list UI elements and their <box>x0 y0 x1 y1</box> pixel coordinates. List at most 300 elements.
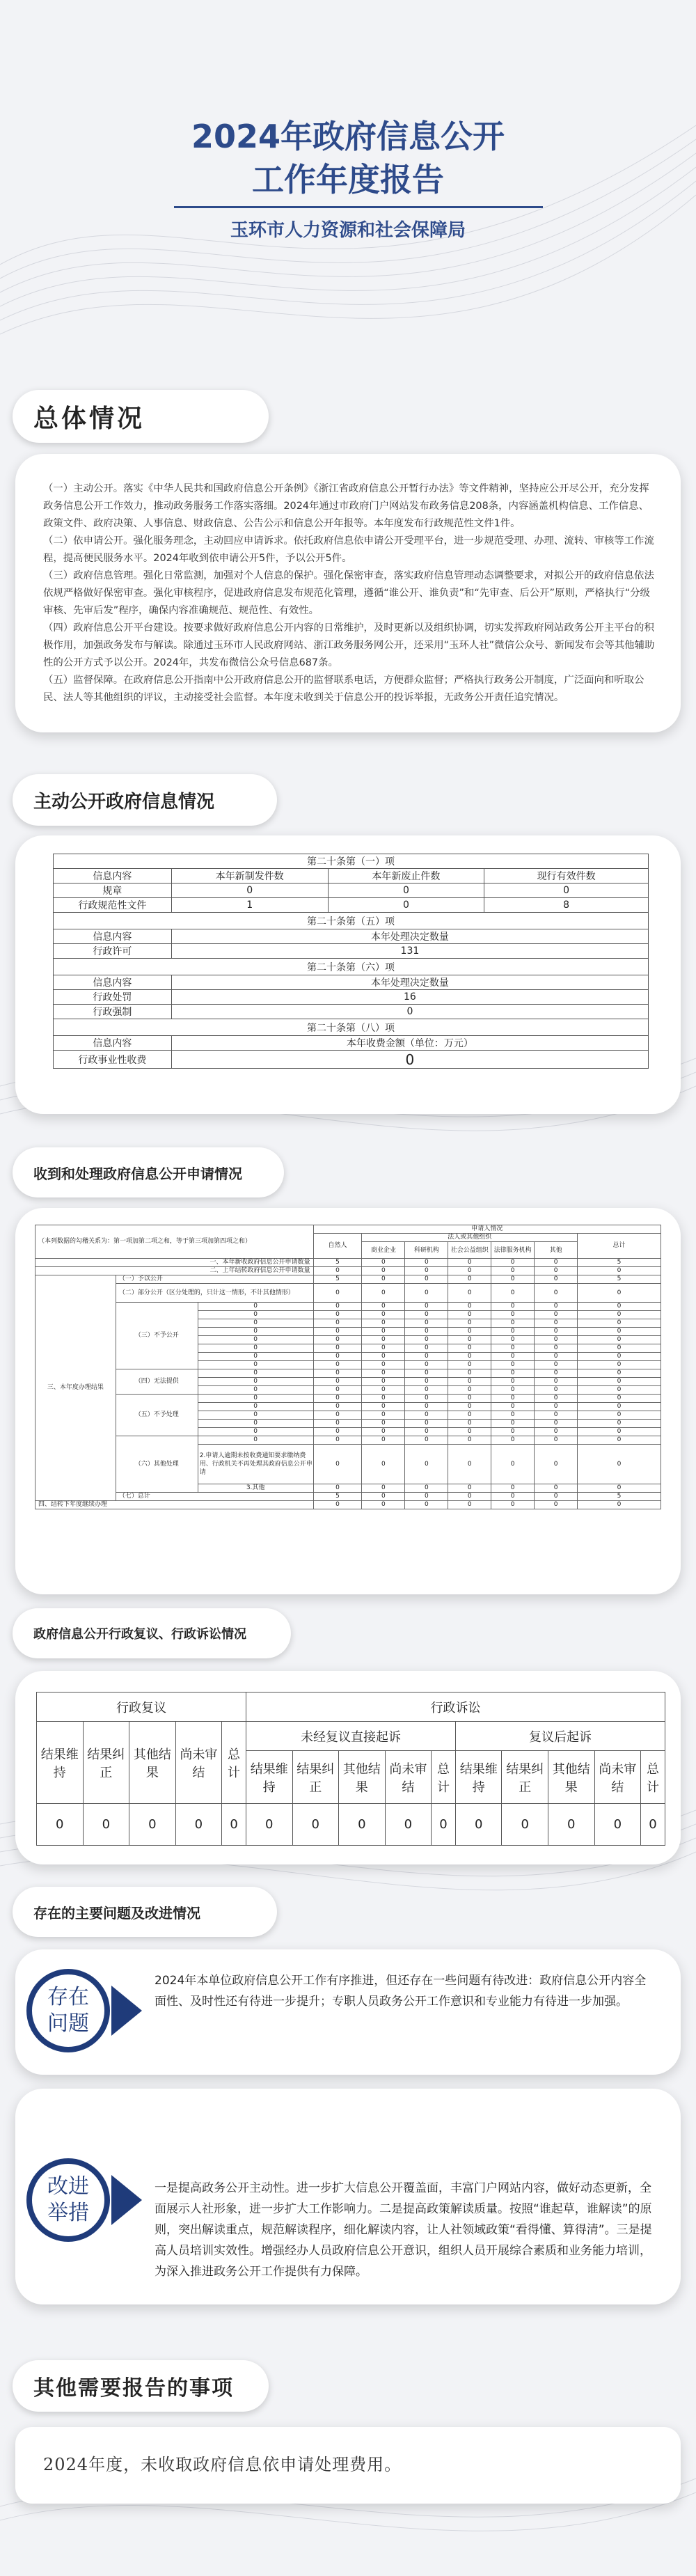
table-cell: 0 <box>313 1378 362 1386</box>
table-cell: 0 <box>535 1267 578 1275</box>
table-cell: 0 <box>491 1378 535 1386</box>
table-cell: 0 <box>448 1501 491 1509</box>
table-cell: 16 <box>171 990 648 1005</box>
table-cell: 0 <box>535 1501 578 1509</box>
table-cell: 0 <box>405 1445 448 1484</box>
table-cell: 0 <box>491 1303 535 1311</box>
table-cell: 0 <box>405 1386 448 1395</box>
active-disclosure-table <box>53 854 649 1069</box>
table-section-header: 第二十条第（一）项 <box>54 854 649 869</box>
table-cell: 0 <box>448 1328 491 1336</box>
table-cell: 0 <box>641 1804 665 1846</box>
organization-name: 玉环市人力资源和社会保障局 <box>230 220 466 241</box>
table-header-cell: 信息内容 <box>54 869 172 883</box>
table-cell: 0 <box>313 1386 362 1395</box>
table-cell: 0 <box>578 1501 661 1509</box>
section-other-title: 其他需要报告的事项 <box>13 2360 269 2412</box>
table-cell: 0 <box>405 1344 448 1353</box>
table-cell: 0 <box>535 1275 578 1284</box>
table-cell: 0 <box>578 1484 661 1493</box>
table-cell: 0 <box>491 1420 535 1428</box>
table-cell: 0 <box>535 1436 578 1445</box>
table-cell: 0 <box>198 1303 313 1311</box>
table-cell: 0 <box>362 1284 405 1303</box>
table-cell: 0 <box>535 1428 578 1436</box>
table-cell: 0 <box>448 1319 491 1328</box>
table-cell: 0 <box>535 1319 578 1328</box>
table-cell: 0 <box>535 1311 578 1319</box>
table-cell: 0 <box>535 1420 578 1428</box>
table-cell: 0 <box>491 1319 535 1328</box>
col-header: 结果纠正 <box>83 1722 129 1804</box>
problem-badge <box>26 1969 110 2052</box>
table-cell: 0 <box>362 1493 405 1501</box>
table-cell: 0 <box>578 1353 661 1361</box>
table-cell: 0 <box>578 1344 661 1353</box>
table-cell: 0 <box>313 1319 362 1328</box>
table-cell: 0 <box>292 1804 339 1846</box>
table-cell: 5 <box>313 1275 362 1284</box>
table-section-header: 第二十条第（六）项 <box>54 959 649 975</box>
table-cell: 0 <box>405 1420 448 1428</box>
col-header: 科研机构 <box>405 1242 448 1259</box>
table-cell: 0 <box>578 1267 661 1275</box>
row-label: （五）不予处理 <box>116 1395 198 1436</box>
table-cell: 0 <box>313 1501 362 1509</box>
table-cell: 1 <box>171 898 328 913</box>
table-cell: 0 <box>484 883 649 898</box>
chevron-right-icon <box>111 1986 142 2036</box>
problem-badge-line1: 存在 <box>47 1985 89 2009</box>
table-cell: 0 <box>491 1436 535 1445</box>
table-cell: 0 <box>362 1353 405 1361</box>
measure-badge-line1: 改进 <box>47 2174 89 2199</box>
table-cell: 0 <box>405 1493 448 1501</box>
col-header: 总计 <box>578 1234 661 1259</box>
table-cell: 0 <box>362 1275 405 1284</box>
measure-badge-line2: 举措 <box>47 2201 89 2225</box>
table-cell: 8 <box>484 898 649 913</box>
table-row <box>35 1369 661 1378</box>
table-header-cell: 本年处理决定数量 <box>171 929 648 944</box>
table-cell: 5 <box>578 1493 661 1501</box>
table-cell: 0 <box>362 1378 405 1386</box>
table-cell: 0 <box>448 1267 491 1275</box>
table-cell: 0 <box>535 1259 578 1267</box>
table-cell: 0 <box>405 1259 448 1267</box>
table-cell: 0 <box>448 1445 491 1484</box>
table-cell: 0 <box>362 1386 405 1395</box>
table-cell: 0 <box>405 1303 448 1311</box>
table-cell: 0 <box>405 1436 448 1445</box>
table-cell: 0 <box>491 1493 535 1501</box>
table-cell: 0 <box>405 1267 448 1275</box>
table-cell: 0 <box>448 1493 491 1501</box>
table-cell: 0 <box>313 1428 362 1436</box>
col-header: 总计 <box>222 1722 246 1804</box>
table-cell: 0 <box>448 1428 491 1436</box>
table-cell: 0 <box>578 1420 661 1428</box>
row-label: 2.申请人逾期未按收费通知要求缴纳费用、行政机关不再处理其政府信息公开申请 <box>198 1445 313 1484</box>
col-header: 总计 <box>432 1751 456 1804</box>
table-cell: 0 <box>362 1267 405 1275</box>
table-cell: 0 <box>491 1445 535 1484</box>
admin-litigation-header: 行政诉讼 <box>246 1693 665 1722</box>
table-cell: 0 <box>448 1436 491 1445</box>
row-label: （三）不予公开 <box>116 1303 198 1369</box>
table-cell: 0 <box>313 1353 362 1361</box>
table-cell: 0 <box>313 1411 362 1420</box>
table-cell: 0 <box>83 1804 129 1846</box>
table-cell: 0 <box>405 1275 448 1284</box>
table-cell: 0 <box>313 1344 362 1353</box>
table-cell: 0 <box>198 1403 313 1411</box>
table-cell: 0 <box>405 1395 448 1403</box>
table-cell: 0 <box>198 1428 313 1436</box>
table-header-cell: 本年收费金额（单位：万元） <box>171 1036 648 1051</box>
table-cell: 0 <box>362 1344 405 1353</box>
table-cell: 0 <box>362 1420 405 1428</box>
table-cell: 0 <box>578 1336 661 1344</box>
table-cell: 0 <box>198 1420 313 1428</box>
table-cell: 0 <box>491 1484 535 1493</box>
table-cell: 0 <box>313 1328 362 1336</box>
problem-text: 2024年本单位政府信息公开工作有序推进，但还存在一些问题有待改进：政府信息公开内容全面性、及时性还有待进一步提升；专职人员政务公开工作意识和专业能力有待进一步加强。 <box>155 1974 647 2009</box>
table-cell: 0 <box>328 898 484 913</box>
table-cell: 0 <box>171 1051 648 1069</box>
col-header: 尚未审结 <box>385 1751 432 1804</box>
table-cell: 0 <box>405 1361 448 1369</box>
row-label: （七）总计 <box>116 1493 313 1501</box>
section-review-title: 政府信息公开行政复议、行政诉讼情况 <box>13 1608 291 1658</box>
col-header: 结果纠正 <box>292 1751 339 1804</box>
table-cell: 0 <box>578 1411 661 1420</box>
table-cell: 0 <box>535 1344 578 1353</box>
col-header: 其他结果 <box>339 1751 386 1804</box>
other-text: 2024年度，未收取政府信息依申请处理费用。 <box>43 2455 402 2474</box>
section-requests-title: 收到和处理政府信息公开申请情况 <box>13 1147 284 1197</box>
table-cell: 0 <box>448 1420 491 1428</box>
table-cell: 0 <box>175 1804 222 1846</box>
overview-paragraph: （二）依申请公开。强化服务理念，主动回应申请诉求。依托政府信息依申请公开受理平台，进一步规范受理、办理、流转、审核等工作流程，提高便民服务水平。2024年收到依申请公开5件，予以公开5件。 <box>43 535 654 564</box>
col-header: 结果维持 <box>455 1751 502 1804</box>
table-cell: 0 <box>491 1267 535 1275</box>
row-label: 二、上年结转政府信息公开申请数量 <box>35 1267 314 1275</box>
table-cell: 0 <box>502 1804 548 1846</box>
table-cell: 0 <box>405 1428 448 1436</box>
table-cell: 0 <box>491 1395 535 1403</box>
table-cell: 0 <box>405 1353 448 1361</box>
table-cell: 0 <box>578 1361 661 1369</box>
table-section-header: 第二十条第（八）项 <box>54 1019 649 1036</box>
table-cell: 0 <box>448 1311 491 1319</box>
table-cell: 0 <box>535 1328 578 1336</box>
table-cell: 0 <box>313 1361 362 1369</box>
table-cell: 0 <box>171 883 328 898</box>
table-cell: 0 <box>405 1328 448 1336</box>
row-label: （四）无法提供 <box>116 1369 198 1395</box>
table-cell: 0 <box>405 1284 448 1303</box>
table-cell: 0 <box>405 1484 448 1493</box>
measures-card <box>15 2089 681 2304</box>
table-cell: 0 <box>535 1361 578 1369</box>
report-title-line2: 工作年度报告 <box>252 161 444 198</box>
table-cell: 0 <box>448 1403 491 1411</box>
table-cell: 0 <box>578 1395 661 1403</box>
table-cell: 0 <box>535 1369 578 1378</box>
table-cell: 0 <box>362 1328 405 1336</box>
table-cell: 0 <box>448 1284 491 1303</box>
table-header-cell: 信息内容 <box>54 929 172 944</box>
overview-paragraph: （一）主动公开。落实《中华人民共和国政府信息公开条例》《浙江省政府信息公开暂行办法》等文件精神，坚持应公开尽公开，充分发挥政务信息公开工作效力，推动政务服务工作落实落细。2024年通过市政府门户网站发布政务信息208条，内容涵盖机构信息、工作信息、政策文件、政府决策、人事信息、财政信息、公告公示和信息公开年报等。本年度发布行政规范性文件1件。 <box>43 483 649 529</box>
table-cell: 0 <box>198 1311 313 1319</box>
table-cell: 0 <box>362 1361 405 1369</box>
overview-card <box>15 454 681 732</box>
table-cell: 5 <box>578 1259 661 1267</box>
col-header: 社会公益组织 <box>448 1242 491 1259</box>
chevron-right-icon <box>111 2175 142 2225</box>
col-header: 结果纠正 <box>502 1751 548 1804</box>
table-cell: 行政事业性收费 <box>54 1051 172 1069</box>
table-cell: 0 <box>198 1328 313 1336</box>
table-cell: 0 <box>198 1436 313 1445</box>
table-cell: 0 <box>362 1259 405 1267</box>
table-cell: 0 <box>448 1378 491 1386</box>
row-label: 一、本年新收政府信息公开申请数量 <box>35 1259 314 1267</box>
overview-paragraph: （四）政府信息公开平台建设。按要求做好政府信息公开内容的日常维护，及时更新以及组织协调，切实发挥政府网站政务公开主平台的积极作用，加强政务发布与解读。除通过玉环市人民政府网站、浙江政务服务网公开，还采用“玉环人社”微信公众号、新闻发布会等其他辅助性的公开方式予以公开。2024年，共发布微信公众号信息687条。 <box>43 622 655 668</box>
table-cell: 行政强制 <box>54 1005 172 1019</box>
table-cell: 0 <box>313 1420 362 1428</box>
table-corner-label: （本列数据的勾稽关系为：第一项加第二项之和，等于第三项加第四项之和） <box>35 1225 314 1259</box>
table-cell: 0 <box>198 1336 313 1344</box>
table-cell: 0 <box>313 1311 362 1319</box>
table-cell: 0 <box>313 1284 362 1303</box>
table-cell: 0 <box>578 1436 661 1445</box>
table-cell: 0 <box>198 1361 313 1369</box>
section-active-title: 主动公开政府信息情况 <box>13 774 277 826</box>
table-cell: 0 <box>405 1319 448 1328</box>
table-cell: 0 <box>362 1369 405 1378</box>
table-cell: 0 <box>448 1303 491 1311</box>
table-cell: 0 <box>535 1493 578 1501</box>
table-row <box>35 1284 661 1303</box>
table-cell: 131 <box>171 944 648 959</box>
table-cell: 0 <box>362 1436 405 1445</box>
table-header-cell: 本年处理决定数量 <box>171 975 648 990</box>
report-header <box>0 0 696 390</box>
requests-card <box>15 1208 681 1594</box>
table-cell: 0 <box>535 1336 578 1344</box>
section-problems-title: 存在的主要问题及改进情况 <box>13 1887 277 1937</box>
table-row <box>35 1493 661 1501</box>
legal-header: 法人或其他组织 <box>362 1234 578 1242</box>
table-row <box>35 1267 661 1275</box>
table-cell: 行政规范性文件 <box>54 898 172 913</box>
table-cell: 0 <box>578 1386 661 1395</box>
active-disclosure-card <box>15 835 681 1114</box>
requests-table <box>35 1225 661 1509</box>
table-cell: 0 <box>198 1395 313 1403</box>
after-review-header: 复议后起诉 <box>455 1722 665 1751</box>
table-section-header: 第二十条第（五）项 <box>54 913 649 929</box>
review-table <box>36 1692 665 1846</box>
table-cell: 0 <box>448 1484 491 1493</box>
row-label: （二）部分公开（区分处理的，只计这一情形，不计其他情形） <box>116 1284 313 1303</box>
table-cell: 0 <box>313 1336 362 1344</box>
table-cell: 0 <box>448 1344 491 1353</box>
table-header-cell: 本年新废止件数 <box>328 869 484 883</box>
table-cell: 0 <box>535 1353 578 1361</box>
table-cell: 0 <box>198 1319 313 1328</box>
table-cell: 0 <box>535 1303 578 1311</box>
table-cell: 0 <box>198 1378 313 1386</box>
table-cell: 0 <box>448 1411 491 1420</box>
table-cell: 0 <box>448 1395 491 1403</box>
overview-paragraph: （五）监督保障。在政府信息公开指南中公开政府信息公开的监督联系电话，方便群众监督；严格执行政务公开制度，广泛面向和听取公民、法人等其他组织的评议，主动接受社会监督。本年度未收到关于信息公开的投诉举报，无政务公开责任追究情况。 <box>43 675 644 703</box>
col-header: 其他结果 <box>129 1722 176 1804</box>
table-cell: 0 <box>362 1319 405 1328</box>
table-cell: 0 <box>362 1403 405 1411</box>
table-row <box>35 1436 661 1445</box>
table-header-cell: 信息内容 <box>54 975 172 990</box>
admin-review-header: 行政复议 <box>37 1693 246 1722</box>
table-cell: 0 <box>362 1395 405 1403</box>
table-cell: 0 <box>491 1328 535 1336</box>
table-cell: 0 <box>578 1319 661 1328</box>
row-label: （六）其他处理 <box>116 1436 198 1493</box>
table-cell: 0 <box>594 1804 641 1846</box>
table-cell: 0 <box>535 1386 578 1395</box>
table-cell: 规章 <box>54 883 172 898</box>
table-cell: 0 <box>491 1353 535 1361</box>
review-card <box>15 1671 681 1864</box>
table-cell: 行政许可 <box>54 944 172 959</box>
table-cell: 0 <box>313 1484 362 1493</box>
table-cell: 0 <box>362 1484 405 1493</box>
table-cell: 0 <box>385 1804 432 1846</box>
table-row <box>35 1395 661 1403</box>
table-cell: 0 <box>535 1445 578 1484</box>
table-cell: 0 <box>535 1284 578 1303</box>
table-cell: 0 <box>491 1336 535 1344</box>
table-cell: 0 <box>491 1411 535 1420</box>
table-cell: 0 <box>491 1311 535 1319</box>
table-cell: 0 <box>535 1484 578 1493</box>
table-cell: 0 <box>198 1344 313 1353</box>
table-cell: 0 <box>405 1378 448 1386</box>
table-cell: 0 <box>432 1804 456 1846</box>
table-cell: 0 <box>405 1411 448 1420</box>
table-cell: 0 <box>535 1403 578 1411</box>
table-cell: 0 <box>313 1403 362 1411</box>
table-cell: 0 <box>405 1369 448 1378</box>
table-cell: 0 <box>405 1501 448 1509</box>
table-cell: 0 <box>448 1369 491 1378</box>
table-cell: 0 <box>578 1284 661 1303</box>
table-cell: 5 <box>313 1493 362 1501</box>
col-header: 尚未审结 <box>175 1722 222 1804</box>
title-divider <box>174 206 543 208</box>
col-header: 其他 <box>535 1242 578 1259</box>
table-cell: 行政处罚 <box>54 990 172 1005</box>
table-cell: 0 <box>129 1804 176 1846</box>
table-cell: 0 <box>405 1311 448 1319</box>
table-cell: 0 <box>455 1804 502 1846</box>
table-cell: 0 <box>491 1428 535 1436</box>
table-cell: 0 <box>491 1259 535 1267</box>
table-cell: 0 <box>578 1369 661 1378</box>
measures-text: 一是提高政务公开主动性。进一步扩大信息公开覆盖面，丰富门户网站内容，做好动态更新，全面展示人社形象，进一步扩大工作影响力。二是提高政策解读质量。按照“谁起草，谁解读”的原则，突出解读重点，规范解读程序，细化解读内容，让人社领域政策“看得懂、算得清”。三是提高人员培训实效性。增强经办人员政府信息公开意识，组织人员开展综合素质和业务能力培训，为深入推进政务公开工作提供有力保障。 <box>155 2181 652 2279</box>
table-header-cell: 本年新制发件数 <box>171 869 328 883</box>
table-cell: 0 <box>491 1275 535 1284</box>
table-cell: 0 <box>491 1344 535 1353</box>
table-cell: 0 <box>535 1378 578 1386</box>
table-cell: 0 <box>578 1445 661 1484</box>
section-overview-title: 总体情况 <box>13 390 269 443</box>
row-label: 四、结转下年度继续办理 <box>35 1501 314 1509</box>
table-cell: 0 <box>313 1436 362 1445</box>
row-label: （一）予以公开 <box>116 1275 313 1284</box>
col-header: 结果维持 <box>37 1722 84 1804</box>
table-cell: 0 <box>362 1336 405 1344</box>
table-cell: 0 <box>362 1303 405 1311</box>
table-cell: 0 <box>362 1311 405 1319</box>
table-cell: 0 <box>491 1361 535 1369</box>
applicant-header: 申请人情况 <box>313 1225 661 1234</box>
table-row <box>35 1501 661 1509</box>
table-cell: 5 <box>578 1275 661 1284</box>
table-cell: 0 <box>448 1386 491 1395</box>
col-header: 自然人 <box>313 1234 362 1259</box>
table-cell: 0 <box>328 883 484 898</box>
table-cell: 0 <box>578 1378 661 1386</box>
table-cell: 0 <box>578 1311 661 1319</box>
table-header-cell: 现行有效件数 <box>484 869 649 883</box>
table-cell: 0 <box>362 1501 405 1509</box>
measure-badge <box>26 2158 110 2242</box>
table-cell: 5 <box>313 1259 362 1267</box>
table-row <box>35 1303 661 1311</box>
col-header: 其他结果 <box>548 1751 595 1804</box>
table-cell: 0 <box>246 1804 292 1846</box>
table-cell: 0 <box>405 1336 448 1344</box>
col-header: 总计 <box>641 1751 665 1804</box>
direct-suit-header: 未经复议直接起诉 <box>246 1722 455 1751</box>
table-cell: 0 <box>198 1411 313 1420</box>
table-cell: 0 <box>578 1328 661 1336</box>
table-cell: 0 <box>313 1303 362 1311</box>
table-cell: 0 <box>491 1403 535 1411</box>
col-header: 法律服务机构 <box>491 1242 535 1259</box>
table-cell: 0 <box>491 1501 535 1509</box>
col-header: 尚未审结 <box>594 1751 641 1804</box>
table-cell: 0 <box>171 1005 648 1019</box>
problem-badge-line2: 问题 <box>47 2011 89 2036</box>
table-cell: 0 <box>198 1369 313 1378</box>
report-title-line1: 2024年政府信息公开 <box>191 118 505 155</box>
table-row <box>35 1275 661 1284</box>
table-cell: 0 <box>578 1303 661 1311</box>
table-cell: 0 <box>535 1411 578 1420</box>
table-cell: 0 <box>37 1804 84 1846</box>
other-card <box>15 2427 681 2504</box>
table-cell: 0 <box>448 1275 491 1284</box>
col-header: 结果维持 <box>246 1751 292 1804</box>
table-cell: 0 <box>313 1395 362 1403</box>
overview-paragraph: （三）政府信息管理。强化日常监测，加强对个人信息的保护。强化保密审查，落实政府信息管理动态调整要求，对拟公开的政府信息依法依规严格做好保密审查。强化审核程序，促进政府信息发布规范化管理，遵循“谁公开、谁负责”和“先审查、后公开”原则，严格执行“分级审核、先审后发”程序，确保内容准确规范、规范性、有效性。 <box>43 570 654 616</box>
problems-card <box>15 1949 681 2075</box>
table-header-cell: 信息内容 <box>54 1036 172 1051</box>
